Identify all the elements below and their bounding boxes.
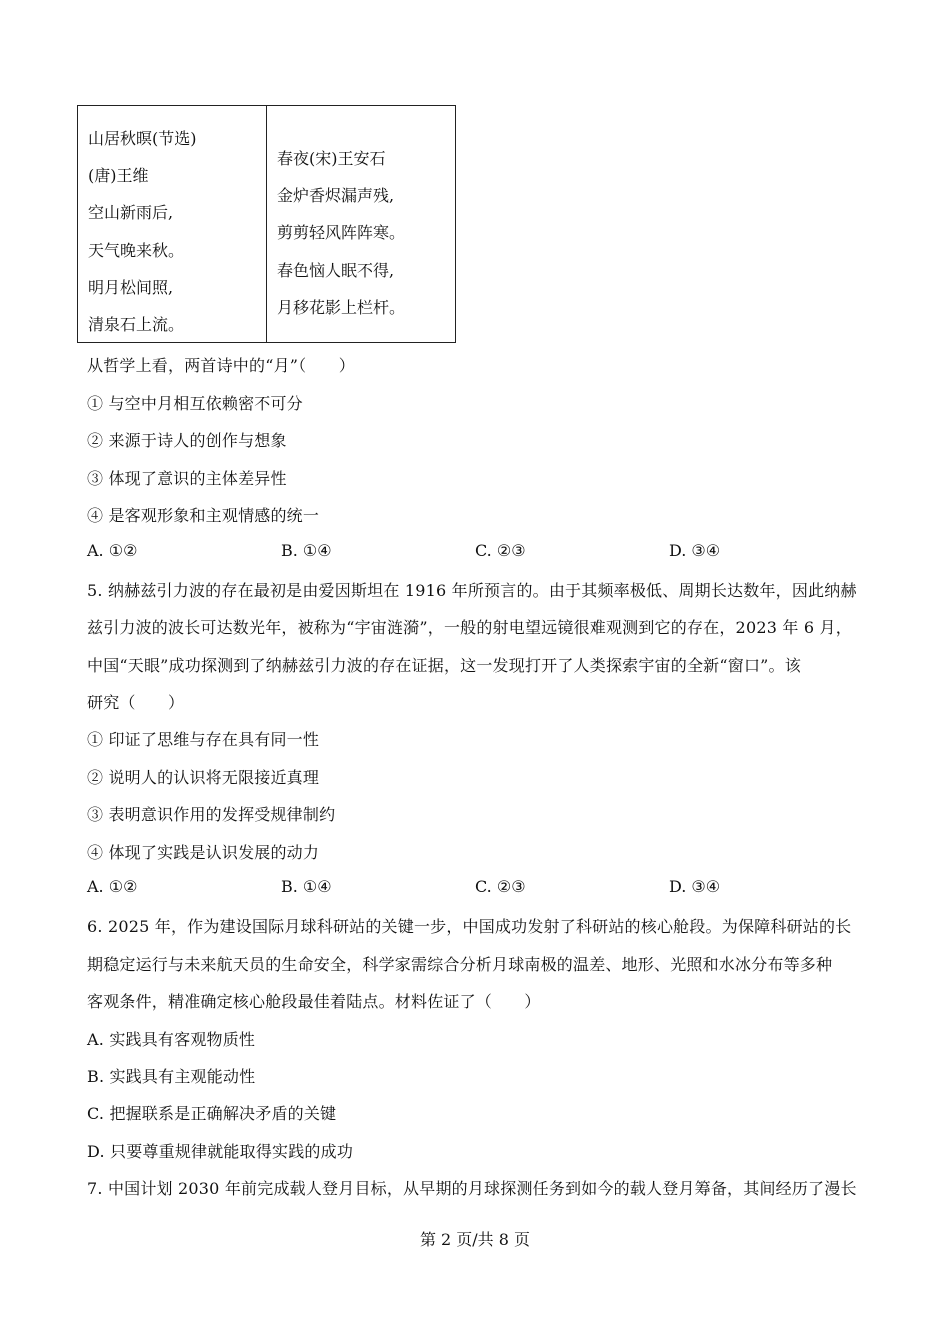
poem-line: (唐)王维 [88, 166, 149, 186]
page-footer: 第 2 页/共 8 页 [419, 1230, 531, 1249]
q5-option-c[interactable]: C. ②③ [475, 877, 526, 896]
q5-stem-line: 兹引力波的波长可达数光年，被称为“宇宙涟漪”，一般的射电望远镜很难观测到它的存在，2023 年 6 月， [87, 618, 852, 637]
q6-option-a[interactable]: A. 实践具有客观物质性 [87, 1030, 256, 1049]
q5-item: ④ 体现了实践是认识发展的动力 [87, 843, 320, 862]
q6-option-b[interactable]: B. 实践具有主观能动性 [87, 1067, 256, 1086]
q4-option-d[interactable]: D. ③④ [669, 541, 721, 560]
q4-item: ① 与空中月相互依赖密不可分 [87, 394, 303, 413]
q5-option-a[interactable]: A. ①② [87, 877, 138, 896]
q6-option-c[interactable]: C. 把握联系是正确解决矛盾的关键 [87, 1104, 337, 1123]
q4-option-a[interactable]: A. ①② [87, 541, 138, 560]
poem-line: 空山新雨后, [88, 203, 174, 223]
q4-option-c[interactable]: C. ②③ [475, 541, 526, 560]
q6-option-d[interactable]: D. 只要尊重规律就能取得实践的成功 [87, 1142, 354, 1161]
poem-line: 天气晚来秋。 [88, 240, 185, 260]
poem-line: 春夜(宋)王安石 [277, 149, 386, 168]
q6-stem-line: 6. 2025 年，作为建设国际月球科研站的关键一步，中国成功发射了科研站的核心舱段。为保障科研站的长 [87, 917, 852, 936]
q6-stem-line: 期稳定运行与未来航天员的生命安全，科学家需综合分析月球南极的温差、地形、光照和水冰分布等多种 [87, 955, 833, 974]
poem-line: 剪剪轻风阵阵寒。 [277, 223, 406, 243]
poem-left-cell [78, 106, 267, 342]
q5-item: ① 印证了思维与存在具有同一性 [87, 730, 320, 749]
q6-stem-line: 客观条件，精准确定核心舱段最佳着陆点。材料佐证了（ ） [87, 992, 541, 1011]
q4-item: ③ 体现了意识的主体差异性 [87, 469, 287, 488]
q5-option-b[interactable]: B. ①④ [281, 877, 332, 896]
poem-line: 春色恼人眠不得, [277, 260, 395, 280]
poem-table [77, 105, 456, 343]
poem-line: 清泉石上流。 [88, 315, 185, 335]
q4-stem: 从哲学上看，两首诗中的“月”（ ） [87, 356, 355, 375]
poem-line: 金炉香烬漏声残, [277, 186, 395, 206]
q5-stem-line: 5. 纳赫兹引力波的存在最初是由爱因斯坦在 1916 年所预言的。由于其频率极低、周期长达数年，因此纳赫 [87, 581, 857, 600]
q4-option-b[interactable]: B. ①④ [281, 541, 332, 560]
q5-item: ③ 表明意识作用的发挥受规律制约 [87, 805, 336, 824]
q4-item: ④ 是客观形象和主观情感的统一 [87, 506, 320, 525]
q5-stem-line: 中国“天眼”成功探测到了纳赫兹引力波的存在证据，这一发现打开了人类探索宇宙的全新“窗口”。该 [87, 656, 801, 675]
q5-options [87, 877, 867, 896]
poem-line: 月移花影上栏杆。 [277, 297, 406, 317]
q4-options [87, 541, 867, 560]
q5-stem-line: 研究（ ） [87, 693, 185, 712]
poem-right-cell [267, 106, 455, 342]
q7-stem-line: 7. 中国计划 2030 年前完成载人登月目标，从早期的月球探测任务到如今的载人登月筹备，其间经历了漫长 [87, 1179, 857, 1198]
poem-line: 明月松间照, [88, 277, 174, 297]
q5-option-d[interactable]: D. ③④ [669, 877, 721, 896]
q4-item: ② 来源于诗人的创作与想象 [87, 431, 287, 450]
poem-line: 山居秋暝(节选) [88, 129, 197, 148]
q5-item: ② 说明人的认识将无限接近真理 [87, 768, 320, 787]
